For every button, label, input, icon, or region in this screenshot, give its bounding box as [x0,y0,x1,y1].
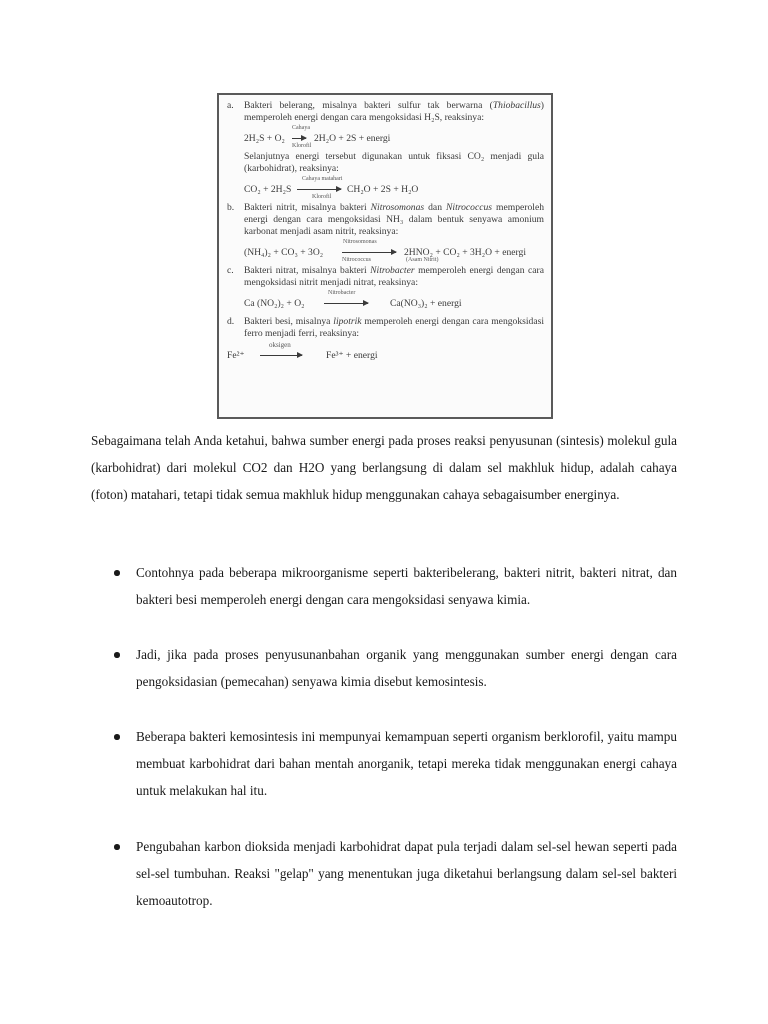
products: Fe³⁺ + energi [326,349,378,361]
list-item-text: Contohnya pada beberapa mikroorganisme seperti bakteribelerang, bakteri nitrit, bakteri nitrat, dan bakteri besi memperoleh energi dengan cara mengoksidasi senyawa kimia. [136,565,677,607]
condition-above: Cahaya matahari [302,176,343,183]
reaction-equation [244,240,544,264]
item-description: Selanjutnya energi tersebut digunakan untuk fiksasi CO₂ menjadi gula (karbohidrat), reaksinya: [244,151,544,174]
figure-item-b [227,202,544,264]
reaction-arrow-icon [342,252,396,253]
reaction-equation [244,177,544,201]
condition-above: Nitrosomonas [343,239,377,246]
condition-above: oksigen [269,340,291,349]
item-description: Bakteri belerang, misalnya bakteri sulfur tak berwarna (Thiobacillus) memperoleh energi dengan cara mengoksidasi H₂S, reaksinya: [244,100,544,123]
reaction-equation [227,340,544,367]
reaction-equation [244,126,544,150]
reaction-arrow-icon [260,355,302,356]
item-description: Bakteri nitrit, misalnya bakteri Nitrosomonas dan Nitrococcus memperoleh energi dengan cara mengoksidasi NH₃ dalam bentuk senyawa amonium karbonat menjadi asam nitrit, reaksinya: [244,202,544,237]
list-item [91,833,677,914]
list-item [91,723,677,804]
reactants: Ca (NO₂)₂ + O₂ [244,298,305,310]
reaction-arrow-icon [297,189,341,190]
genus-name: Nitrobacter [370,265,415,277]
figure-item-a [227,100,544,201]
item-letter: a. [227,100,234,111]
figure-item-d [227,316,544,339]
reactants: (NH₄)₂ + CO₃ + 3O₂ [244,247,324,259]
reaction-figure [217,93,553,419]
bullet-icon [114,844,120,850]
item-letter: d. [227,316,235,328]
figure-item-c [227,265,544,315]
intro-paragraph: Sebagaimana telah Anda ketahui, bahwa sumber energi pada proses reaksi penyusunan (sintesis) molekul gula (karbohidrat) dari molekul CO2 dan H2O yang berlangsung di dalam sel makhluk hidup, adalah cahaya (foton) matahari, tetapi tidak semua makhluk hidup menggunakan cahaya sebagaisumber energinya. [91,433,677,502]
genus-name: lipotrik [333,316,362,328]
item-letter: c. [227,265,234,277]
bullet-icon [114,652,120,658]
list-item-text: Pengubahan karbon dioksida menjadi karbohidrat dapat pula terjadi dalam sel-sel hewan seperti pada sel-sel tumbuhan. Reaksi "gelap" yang menentukan juga diketahui berlangsung dalam sel-sel bakteri kemoautotrop. [136,839,677,908]
reactants: 2H₂S + O₂ [244,133,285,145]
condition-below: Nitrococcus [342,257,371,264]
condition-above: Nitrobacter [328,290,356,297]
reaction-arrow-icon [324,303,368,304]
list-item-text: Beberapa bakteri kemosintesis ini mempunyai kemampuan seperti organism berklorofil, yaitu mampu membuat karbohidrat dari bahan mentah anorganik, tetapi mereka tidak menggunakan energi cahaya untuk melakukan hal itu. [136,729,677,798]
products: 2HNO₂ + CO₂ + 3H₂O + energi [404,247,527,259]
products: CH₂O + 2S + H₂O [347,184,419,196]
genus-name: Thiobacillus [492,100,541,111]
products: 2H₂O + 2S + energi [314,133,391,145]
reaction-arrow-icon [292,138,306,139]
condition-below: Klorofil [292,143,312,150]
reactants: Fe²⁺ [227,349,245,361]
genus-name: Nitrococcus [446,202,493,214]
bullet-icon [114,734,120,740]
reaction-equation [244,291,544,315]
product-note: (Asam Nitrit) [406,257,439,264]
list-item [91,559,677,613]
products: Ca(NO₃)₂ + energi [390,298,462,310]
bullet-icon [114,570,120,576]
reactants: CO₂ + 2H₂S [244,184,292,196]
item-description: Bakteri nitrat, misalnya bakteri Nitrobacter memperoleh energi dengan cara mengoksidasi nitrit menjadi nitrat, reaksinya: [244,265,544,288]
genus-name: Nitrosomonas [370,202,425,214]
item-letter: b. [227,202,235,214]
condition-below: Klorofil [312,194,332,201]
item-description: Bakteri besi, misalnya lipotrik memperoleh energi dengan cara mengoksidasi ferro menjadi ferri, reaksinya: [244,316,544,339]
condition-above: Cahaya [292,125,310,132]
list-item-text: Jadi, jika pada proses penyusunanbahan organik yang menggunakan sumber energi dengan cara pengoksidasian (pemecahan) senyawa kimia disebut kemosintesis. [136,647,677,689]
list-item [91,641,677,695]
